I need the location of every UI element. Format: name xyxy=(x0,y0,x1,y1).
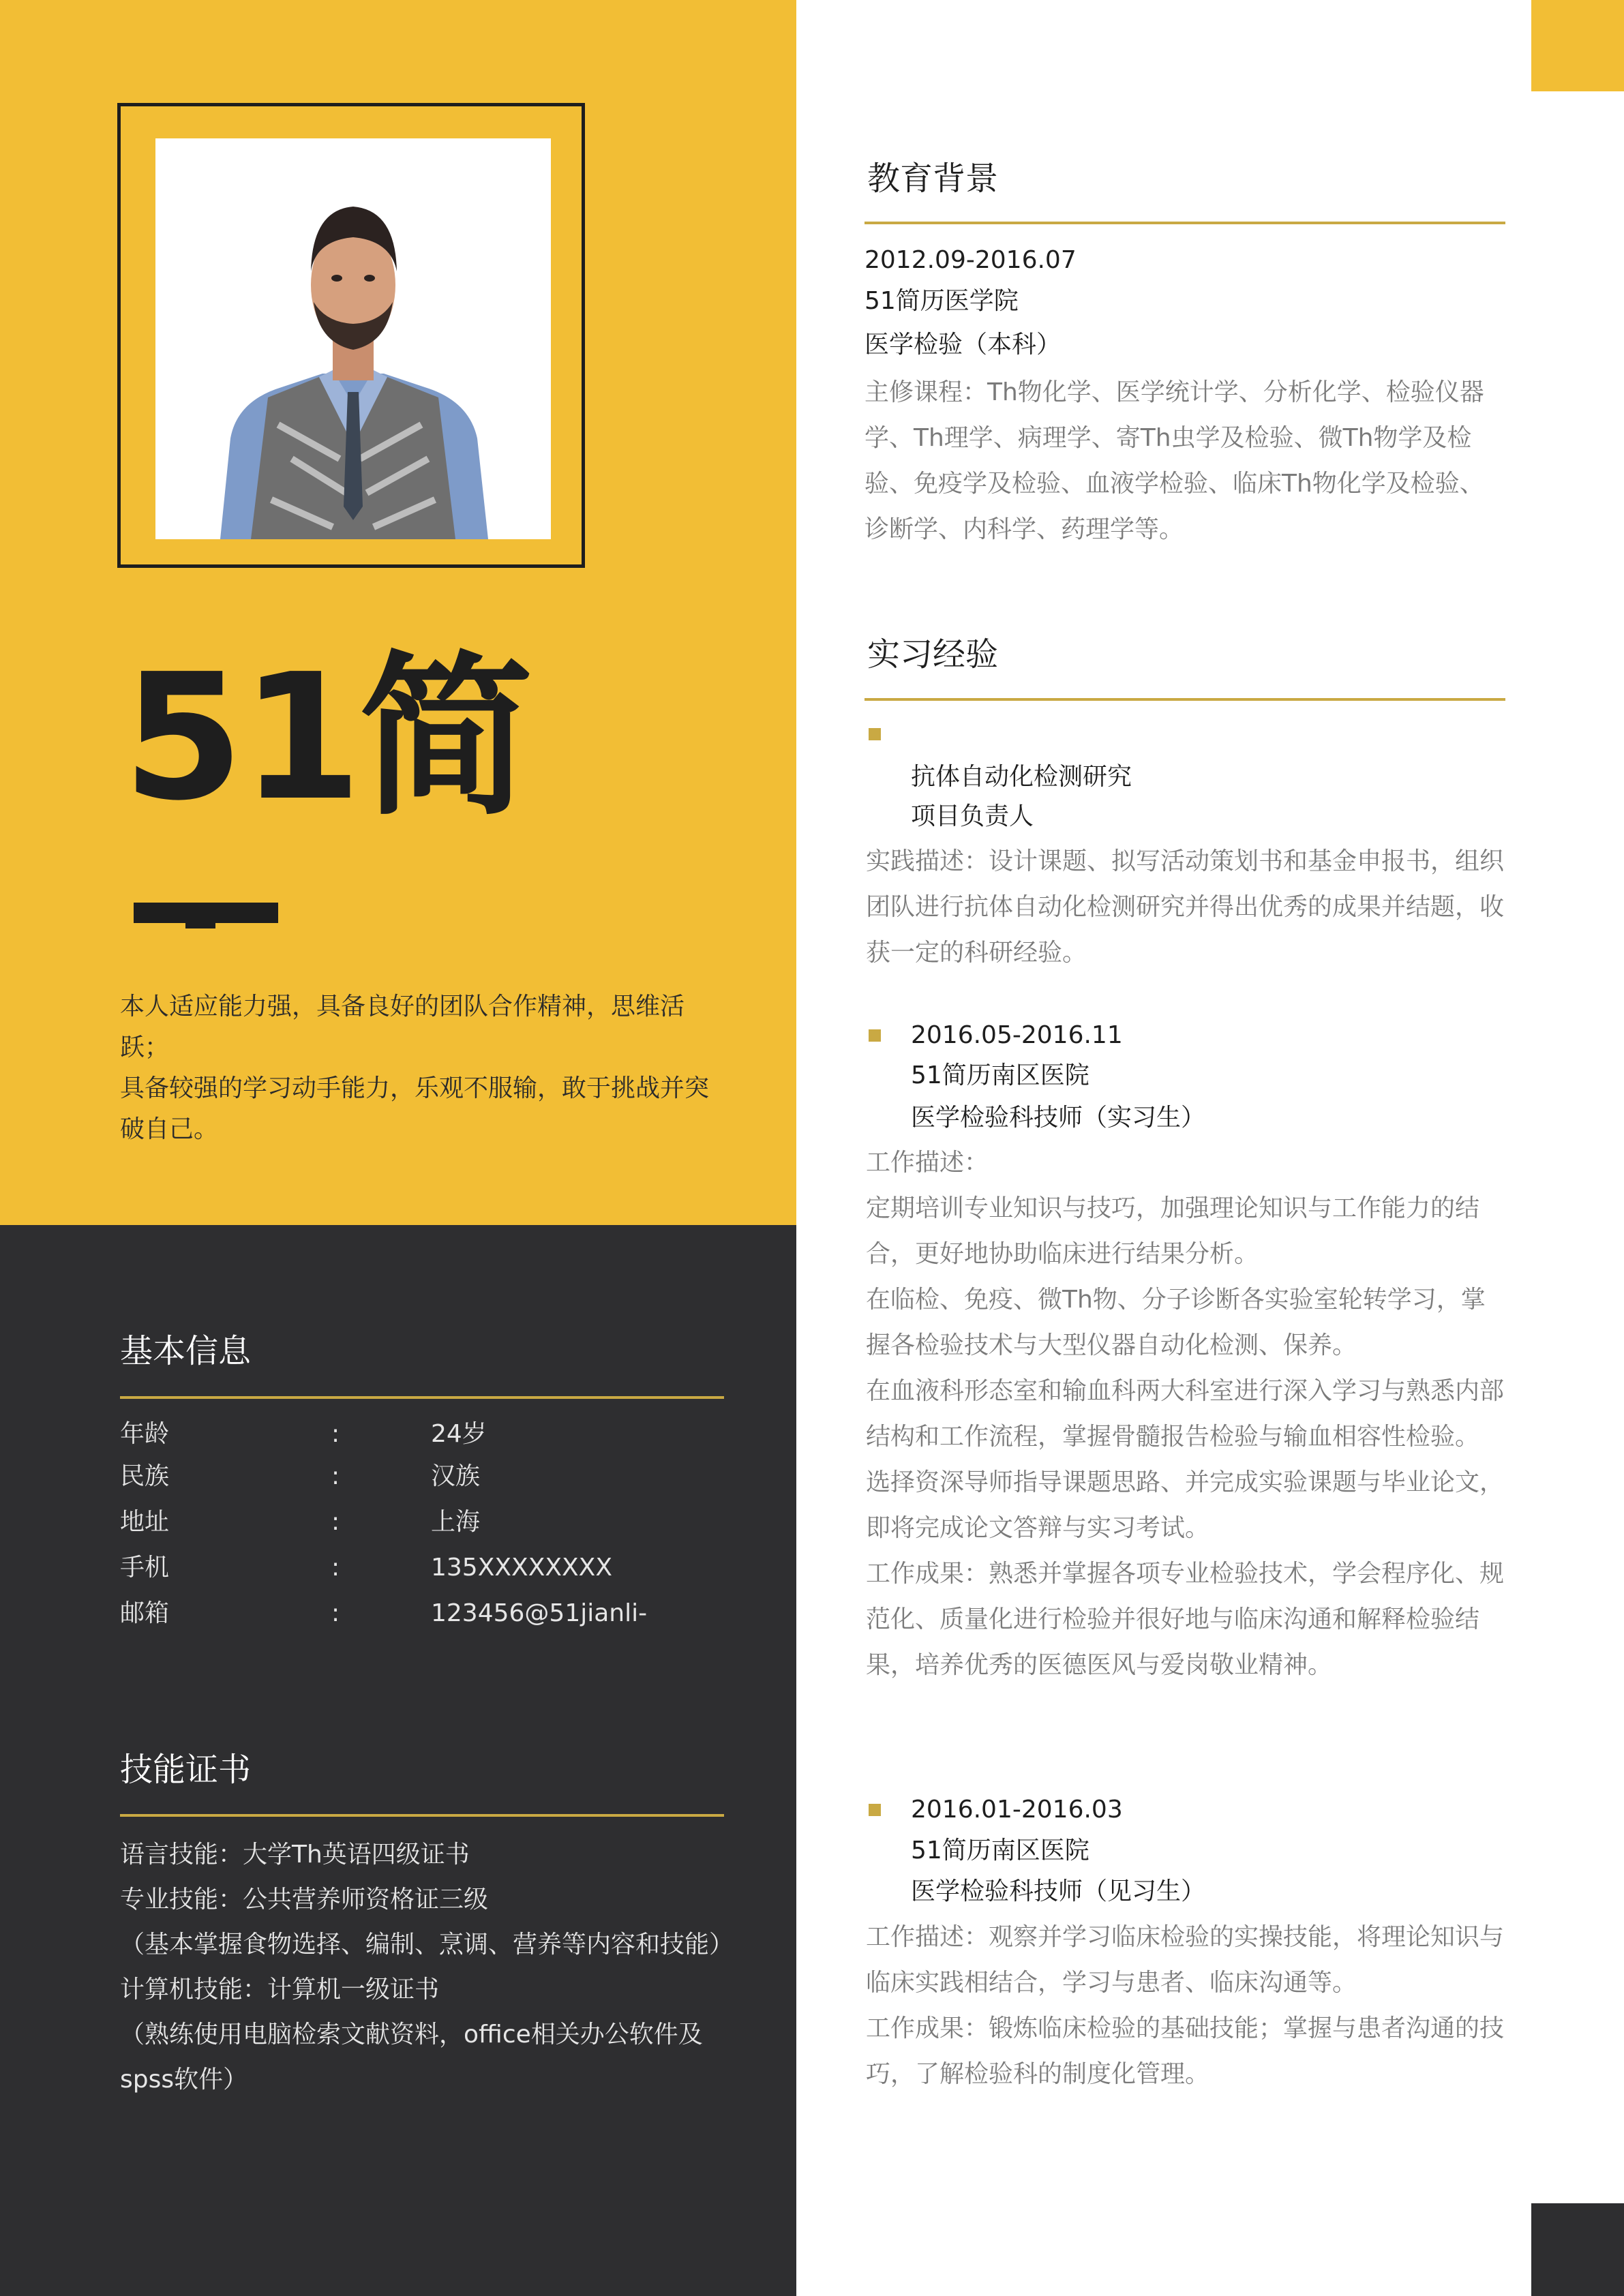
skill-line: （熟练使用电脑检索文献资料，office相关办公软件及spss软件） xyxy=(120,2021,703,2094)
education-date: 2012.09-2016.07 xyxy=(864,246,1077,274)
info-row-age xyxy=(120,1414,734,1455)
education-school: 51简历医学院 xyxy=(864,287,1019,315)
experience-role: 医学检验科技师（实习生） xyxy=(911,1104,1206,1132)
description-line: 工作成果：熟悉并掌握各项专业检验技术，学会程序化、规范化、质量化进行检验并很好地与临床沟通和解释检验结果，培养优秀的医德医风与爱岗敬业精神。 xyxy=(866,1560,1505,1679)
experience-role: 医学检验科技师（见习生） xyxy=(911,1877,1206,1905)
description-line: 在临检、免疫、微Th物、分子诊断各实验室轮转学习，掌握各检验技术与大型仪器自动化检测、保养。 xyxy=(866,1286,1486,1359)
education-major: 医学检验（本科） xyxy=(864,331,1062,359)
info-value: 24岁 xyxy=(431,1420,487,1448)
info-colon: : xyxy=(331,1599,340,1627)
intro-line: 本人适应能力强，具备良好的团队合作精神，思维活跃； xyxy=(120,993,685,1061)
skill-line: 专业技能：公共营养师资格证三级 xyxy=(120,1886,489,1914)
skills-rule xyxy=(120,1814,724,1817)
experience-description xyxy=(866,1140,1507,1688)
basic-info-heading: 基本信息 xyxy=(120,1332,252,1370)
education-courses: 主修课程：Th物化学、医学统计学、分析化学、检验仪器学、Th理学、病理学、寄Th虫学及检验、微Th物学及检验、免疫学及检验、血液学检验、临床Th物化学及检验、诊断学、内科学、药理学等。 xyxy=(864,378,1484,543)
info-row-phone xyxy=(120,1547,734,1588)
description-line: 选择资深导师指导课题思路、并完成实验课题与毕业论文，即将完成论文答辩与实习考试。 xyxy=(866,1468,1505,1542)
info-row-email xyxy=(120,1593,734,1634)
info-row-address xyxy=(120,1502,734,1543)
info-label: 手机 xyxy=(120,1554,170,1582)
education-heading: 教育背景 xyxy=(867,160,999,198)
info-value: 135XXXXXXXX xyxy=(431,1554,613,1582)
internship-rule xyxy=(864,698,1505,701)
info-value: 123456@51jianli- xyxy=(431,1599,648,1627)
info-row-ethnicity xyxy=(120,1456,734,1497)
info-colon: : xyxy=(331,1554,340,1582)
self-introduction xyxy=(120,986,720,1150)
bullet-icon xyxy=(869,1029,881,1042)
skills-list xyxy=(120,1832,734,2102)
intro-line: 具备较强的学习动手能力，乐观不服输，敢于挑战并突破自己。 xyxy=(120,1074,710,1143)
info-colon: : xyxy=(331,1420,340,1448)
experience-org: 抗体自动化检测研究 xyxy=(911,763,1132,791)
description-line: 实践描述：设计课题、拟写活动策划书和基金申报书，组织团队进行抗体自动化检测研究并得出优秀的成果并结题，收获一定的科研经验。 xyxy=(866,847,1505,967)
experience-description xyxy=(866,1914,1507,2097)
person-portrait-icon xyxy=(155,138,551,539)
corner-accent-top xyxy=(1531,0,1624,91)
skill-line: （基本掌握食物选择、编制、烹调、营养等内容和技能） xyxy=(120,1931,734,1959)
info-label: 民族 xyxy=(120,1462,170,1490)
description-line: 在血液科形态室和输血科两大科室进行深入学习与熟悉内部结构和工作流程，掌握骨髓报告检验与输血相容性检验。 xyxy=(866,1377,1505,1451)
description-line: 工作描述：观察并学习临床检验的实操技能，将理论知识与临床实践相结合，学习与患者、临床沟通等。 xyxy=(866,1923,1505,1997)
experience-org: 51简历南区医院 xyxy=(911,1061,1089,1089)
description-line: 工作描述： xyxy=(866,1149,989,1177)
name-underline-tick xyxy=(185,920,215,928)
info-label: 地址 xyxy=(120,1508,170,1536)
basic-info-rule xyxy=(120,1396,724,1399)
info-label: 年龄 xyxy=(120,1420,170,1448)
experience-role: 项目负责人 xyxy=(911,802,1034,830)
experience-date: 2016.01-2016.03 xyxy=(911,1796,1123,1824)
description-line: 工作成果：锻炼临床检验的基础技能；掌握与患者沟通的技巧，了解检验科的制度化管理。 xyxy=(866,2014,1505,2088)
description-line: 定期培训专业知识与技巧，加强理论知识与工作能力的结合，更好地协助临床进行结果分析。 xyxy=(866,1194,1480,1268)
profile-photo xyxy=(155,138,551,539)
experience-org: 51简历南区医院 xyxy=(911,1837,1089,1864)
skills-heading: 技能证书 xyxy=(120,1751,252,1789)
skill-line: 计算机技能：计算机一级证书 xyxy=(120,1976,440,2004)
info-colon: : xyxy=(331,1462,340,1490)
corner-accent-bottom xyxy=(1531,2203,1624,2296)
info-colon: : xyxy=(331,1508,340,1536)
experience-date: 2016.05-2016.11 xyxy=(911,1021,1123,1049)
bullet-icon xyxy=(869,1804,881,1816)
education-rule xyxy=(864,222,1505,224)
candidate-name: 51简 xyxy=(123,637,530,839)
internship-heading: 实习经验 xyxy=(867,635,999,674)
bullet-icon xyxy=(869,728,881,740)
info-value: 汉族 xyxy=(431,1462,481,1490)
skill-line: 语言技能：大学Th英语四级证书 xyxy=(120,1841,470,1869)
experience-description xyxy=(866,839,1507,976)
info-label: 邮箱 xyxy=(120,1599,170,1627)
info-value: 上海 xyxy=(431,1508,481,1536)
